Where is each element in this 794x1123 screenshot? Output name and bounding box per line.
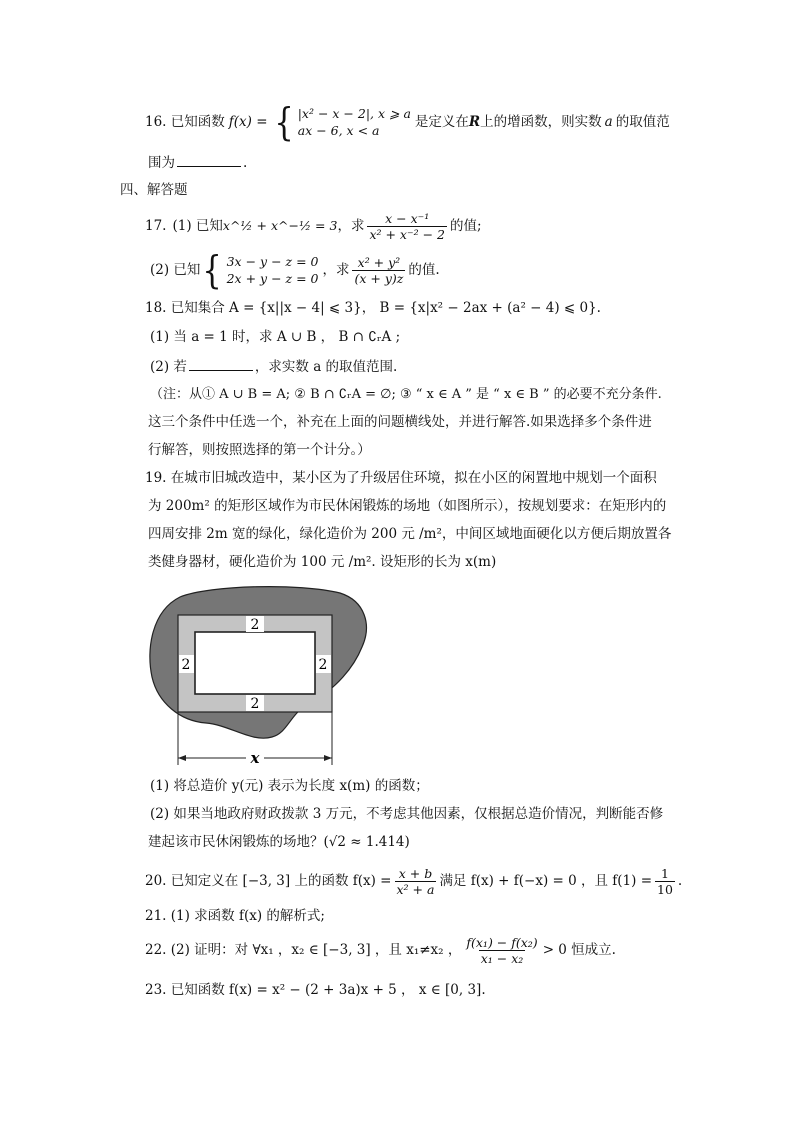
label-bottom-width: 2	[250, 696, 260, 712]
q20-f1-fraction	[655, 866, 675, 897]
q18-note2: 这三个条件中任选一个，补充在上面的问题横线处，并进行解答.如果选择多个条件进	[148, 414, 652, 430]
q16-text4: 的取值范	[615, 114, 670, 130]
q16-number: 16.	[145, 114, 167, 130]
left-brace-icon: {	[202, 248, 223, 292]
q20-mid: 满足 f(x) + f(−x) = 0 ，且 f(1) =	[439, 873, 653, 889]
q17-part2-mid: ，求	[322, 262, 350, 278]
q19-part2b: 建起该市民休闲锻炼的场地？(√2 ≈ 1.414)	[148, 834, 410, 850]
q20-line	[145, 864, 682, 898]
q20-den: x² + a	[396, 881, 435, 897]
q17-eq2: 2x + y − z = 0	[226, 271, 319, 286]
q19-line4: 类健身器材，硬化造价为 100 元 /m². 设矩形的长为 x(m)	[148, 554, 497, 570]
q17-part2-end: 的值.	[408, 262, 440, 278]
q18-line3	[150, 356, 397, 377]
q17-eq1: 3x − y − z = 0	[226, 254, 319, 269]
q17-part2-den: (x + y)z	[354, 270, 404, 286]
q20-fraction	[395, 866, 437, 897]
arrow-left-icon	[178, 755, 186, 761]
q20-num: x + b	[398, 865, 433, 881]
q17-part1-cond: x^½ + x^−½ = 3	[222, 218, 338, 233]
section-heading: 四、解答题	[120, 182, 188, 198]
q18-line1: 18. 已知集合 A = {x||x − 4| ⩽ 3}， B = {x|x² − 2ax + (a² − 4) ⩽ 0}.	[145, 300, 601, 316]
q19-line3: 四周安排 2m 宽的绿化，绿化造价为 200 元 /m²，中间区域地面硬化以方便后期放置各	[148, 526, 672, 542]
q16-text1: 已知函数	[170, 114, 225, 130]
q16-a: a	[604, 114, 613, 130]
q23-line: 23. 已知函数 f(x) = x² − (2 + 3a)x + 5 ， x ∈ [0, 3].	[145, 982, 486, 998]
q20-prefix: 20. 已知定义在 [−3, 3] 上的函数 f(x) =	[145, 873, 392, 889]
q16-line2	[148, 152, 247, 173]
q19-part2a: (2) 如果当地政府财政拨款 3 万元，不考虑其他因素，仅根据总造价情况，判断能否修	[150, 806, 664, 822]
inner-rectangle	[195, 632, 315, 694]
q20-fden: 10	[657, 881, 673, 897]
q17-part1-fraction	[367, 211, 447, 242]
q22-num: f(x₁) − f(x₂)	[466, 934, 538, 950]
label-top-width: 2	[250, 617, 260, 633]
q17-part1-mid: ，求	[337, 218, 365, 234]
q19-figure	[140, 585, 380, 770]
q20-end: .	[677, 873, 683, 889]
q17-part2	[150, 250, 440, 290]
q17-number: 17.	[145, 218, 167, 234]
q22-prefix: 22. (2) 证明：对 ∀x₁ ，x₂ ∈ [−3, 3] ，且 x₁≠x₂ ，	[145, 942, 462, 958]
q16-line1	[145, 102, 670, 142]
left-brace-icon: {	[273, 100, 294, 144]
q22-fraction	[464, 935, 539, 966]
q17-system	[200, 248, 319, 292]
q22-end: > 0 恒成立.	[542, 942, 616, 958]
label-right-width: 2	[318, 657, 328, 673]
q18-note3: 行解答，则按照选择的第一个计分。）	[148, 442, 371, 458]
q17-part2-prefix: (2) 已知	[150, 262, 201, 278]
q21-line: 21. (1) 求函数 f(x) 的解析式;	[145, 908, 325, 924]
q17-part1-prefix: (1) 已知	[172, 218, 223, 234]
arrow-right-icon	[324, 755, 332, 761]
q16-end: .	[243, 155, 248, 171]
q16-fx: f(x) =	[228, 114, 268, 130]
q19-part1: (1) 将总造价 y(元) 表示为长度 x(m) 的函数；	[150, 778, 429, 794]
q18-note1: （注：从① A ∪ B = A; ② B ∩ ∁ᵣA = ∅; ③ “ x ∈ A ” 是 “ x ∈ B ” 的必要不充分条件.	[150, 387, 662, 402]
q19-line1: 19. 在城市旧城改造中，某小区为了升级居住环境，拟在小区的闲置地中规划一个面积	[145, 470, 657, 486]
label-length-x: x	[250, 749, 260, 767]
q17-part2-fraction	[352, 255, 405, 286]
q20-fnum: 1	[660, 865, 669, 881]
q18-line2: (1) 当 a = 1 时，求 A ∪ B ， B ∩ ∁ᵣA ;	[150, 329, 401, 345]
q19-line2: 为 200m² 的矩形区域作为市民休闲锻炼的场地（如图所示），按规划要求：在矩形内的	[148, 498, 667, 514]
q17-part1-end: 的值;	[449, 218, 482, 234]
q17-part1	[145, 210, 482, 242]
q16-answer-blank	[177, 152, 241, 167]
q18-line3-a: (2) 若	[150, 359, 187, 375]
q17-part1-den: x² + x⁻² − 2	[369, 226, 445, 242]
q16-text3: 上的增函数，则实数	[480, 114, 602, 130]
label-left-width: 2	[181, 657, 191, 673]
q16-case1: |x² − x − 2|, x ⩾ a	[297, 106, 411, 121]
q18-line3-b: ，求实数 a 的取值范围.	[254, 359, 398, 375]
q17-part1-num: x − x⁻¹	[385, 210, 430, 226]
q16-line2-text: 围为	[148, 155, 175, 171]
q17-part2-num: x² + y²	[357, 254, 401, 270]
q22-line	[145, 932, 616, 968]
q18-answer-blank	[189, 356, 253, 371]
q22-den: x₁ − x₂	[480, 950, 524, 966]
q16-case2: ax − 6, x < a	[297, 123, 380, 138]
q16-piecewise	[272, 100, 411, 144]
q16-R: R	[468, 114, 481, 130]
q16-text2: 是定义在	[414, 114, 469, 130]
